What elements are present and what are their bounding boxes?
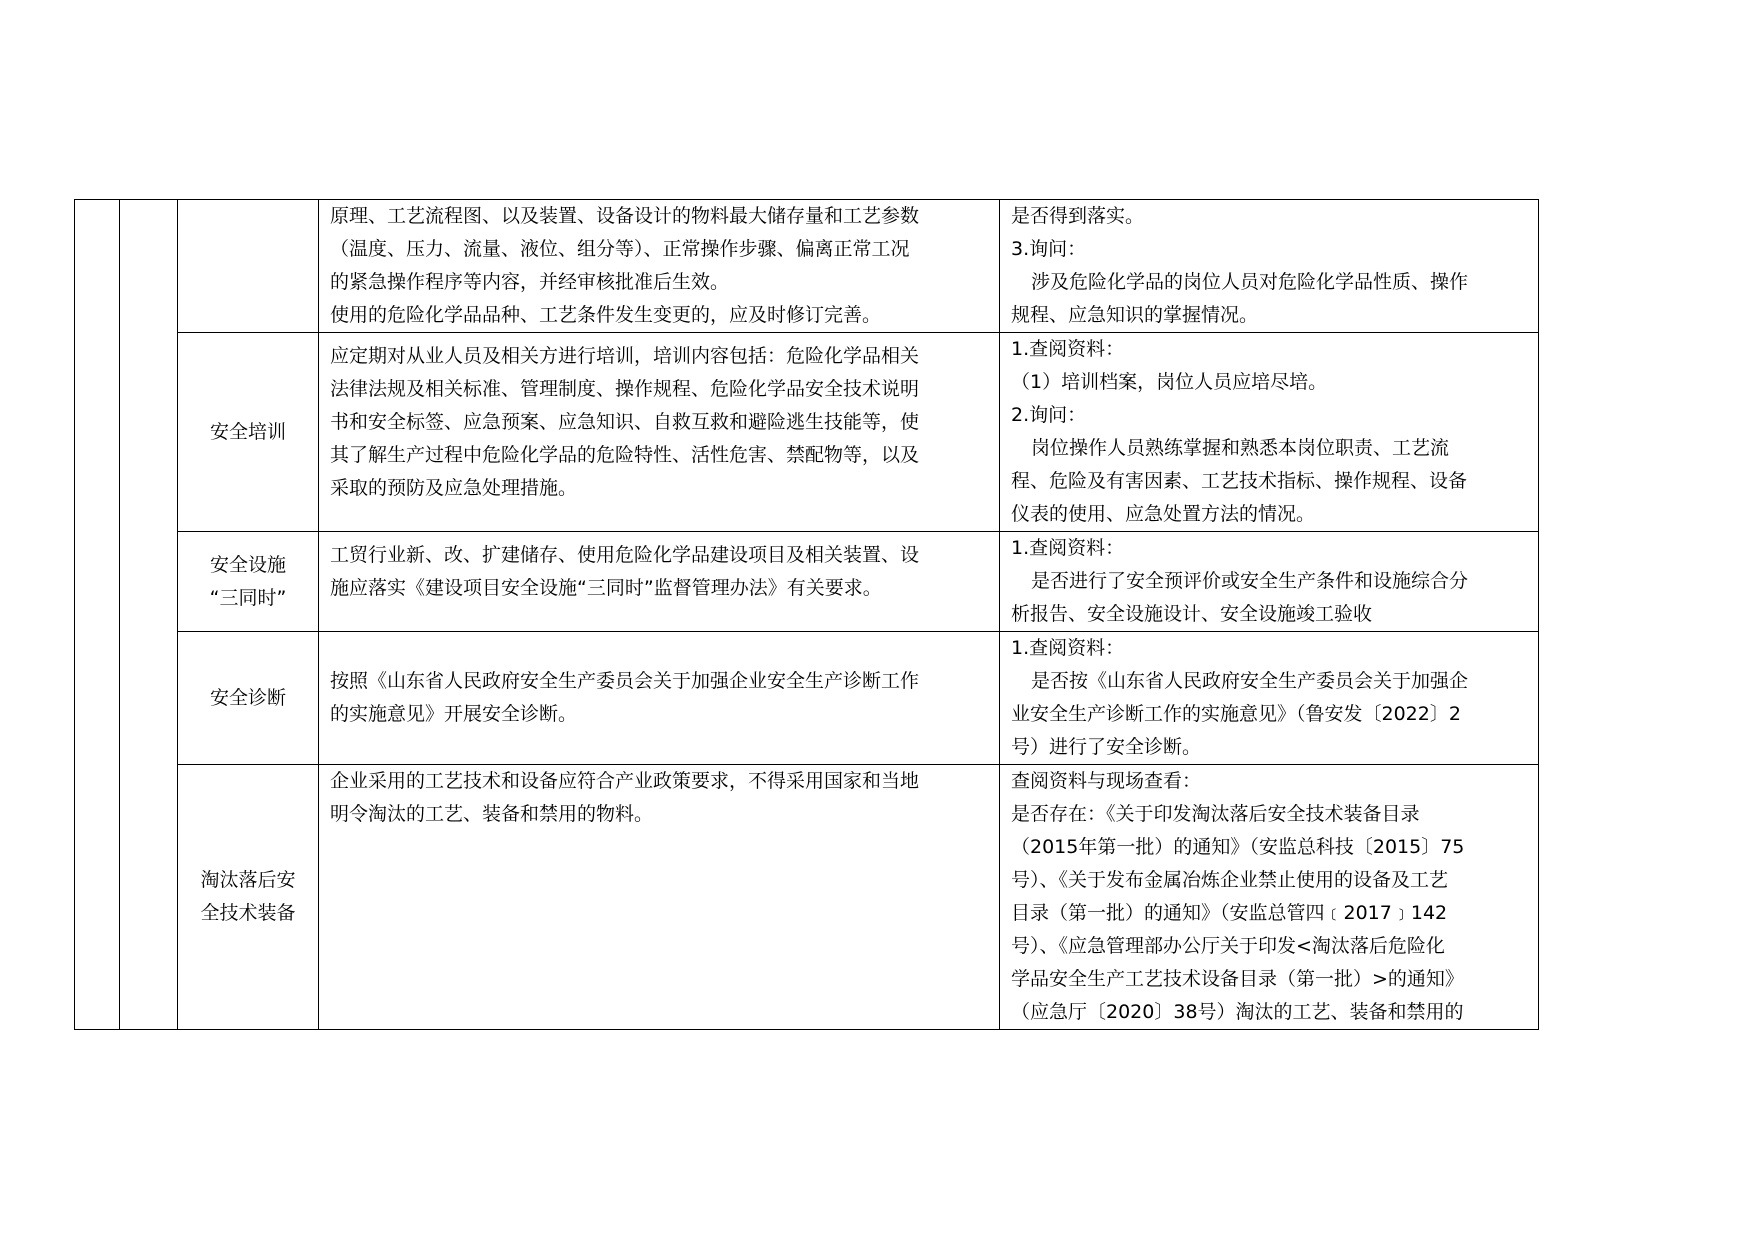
check-line: 查阅资料与现场查看： bbox=[1011, 770, 1202, 792]
check-line: 业安全生产诊断工作的实施意见》（鲁安发〔2022〕2 bbox=[1011, 703, 1461, 725]
item-label: “三同时” bbox=[209, 586, 287, 609]
item-label: 安全培训 bbox=[209, 420, 286, 443]
check-line: 3.询问： bbox=[1011, 238, 1087, 260]
check-line: 2.询问： bbox=[1011, 404, 1087, 426]
item-label: 淘汰落后安 bbox=[200, 869, 296, 891]
check-line: 号）、《关于发布金属冶炼企业禁止使用的设备及工艺 bbox=[1011, 869, 1449, 891]
table-row bbox=[75, 532, 1539, 632]
check-line: （2015年第一批）的通知》（安监总科技〔2015〕75 bbox=[1011, 836, 1465, 858]
inspection-table bbox=[74, 199, 1539, 1030]
requirement-line: 施应落实《建设项目安全设施“三同时”监督管理办法》有关要求。 bbox=[330, 577, 882, 599]
check-line: 是否得到落实。 bbox=[1011, 205, 1145, 227]
item-label: 安全诊断 bbox=[209, 686, 286, 709]
item-cell bbox=[178, 632, 319, 765]
requirement-line: 使用的危险化学品品种、工艺条件发生变更的，应及时修订完善。 bbox=[330, 304, 882, 326]
check-line: （应急厅〔2020〕38号）淘汰的工艺、装备和禁用的 bbox=[1011, 1001, 1464, 1023]
requirement-line: 法律法规及相关标准、管理制度、操作规程、危险化学品安全技术说明 bbox=[330, 378, 920, 400]
table-row bbox=[75, 200, 1539, 333]
table-row bbox=[75, 632, 1539, 765]
requirement-cell bbox=[319, 765, 1000, 1030]
check-line: 1.查阅资料： bbox=[1011, 537, 1125, 559]
check-line: 析报告、安全设施设计、安全设施竣工验收 bbox=[1011, 603, 1373, 625]
check-cell bbox=[1000, 765, 1539, 1030]
requirement-line: 应定期对从业人员及相关方进行培训，培训内容包括：危险化学品相关 bbox=[330, 345, 920, 367]
requirement-cell bbox=[319, 333, 1000, 532]
requirement-line: 的实施意见》开展安全诊断。 bbox=[330, 703, 578, 725]
index-column-cell bbox=[75, 200, 120, 1030]
check-line: 学品安全生产工艺技术设备目录（第一批）>的通知》 bbox=[1011, 968, 1464, 990]
requirement-line: 明令淘汰的工艺、装备和禁用的物料。 bbox=[330, 803, 654, 825]
check-line: （1）培训档案，岗位人员应培尽培。 bbox=[1011, 371, 1328, 393]
requirement-line: 企业采用的工艺技术和设备应符合产业政策要求，不得采用国家和当地 bbox=[330, 770, 920, 792]
check-line: 是否存在：《关于印发淘汰落后安全技术装备目录 bbox=[1011, 803, 1420, 825]
check-cell bbox=[1000, 632, 1539, 765]
check-line: 规程、应急知识的掌握情况。 bbox=[1011, 304, 1259, 326]
requirement-cell bbox=[319, 200, 1000, 333]
table-row bbox=[75, 765, 1539, 1030]
requirement-line: 按照《山东省人民政府安全生产委员会关于加强企业安全生产诊断工作 bbox=[330, 670, 920, 692]
check-line: 涉及危险化学品的岗位人员对危险化学品性质、操作 bbox=[1031, 271, 1469, 293]
requirement-line: 其了解生产过程中危险化学品的危险特性、活性危害、禁配物等，以及 bbox=[330, 444, 920, 466]
check-line: 仪表的使用、应急处置方法的情况。 bbox=[1011, 503, 1316, 525]
requirement-line: 原理、工艺流程图、以及装置、设备设计的物料最大储存量和工艺参数 bbox=[330, 205, 920, 227]
check-cell bbox=[1000, 532, 1539, 632]
item-label: 全技术装备 bbox=[200, 902, 296, 924]
item-cell bbox=[178, 765, 319, 1030]
requirement-line: 书和安全标签、应急预案、应急知识、自救互救和避险逃生技能等，使 bbox=[330, 411, 920, 433]
item-cell bbox=[178, 333, 319, 532]
check-line: 1.查阅资料： bbox=[1011, 338, 1125, 360]
requirement-line: （温度、压力、流量、液位、组分等）、正常操作步骤、偏离正常工况 bbox=[330, 238, 910, 260]
requirement-cell bbox=[319, 532, 1000, 632]
check-line: 是否按《山东省人民政府安全生产委员会关于加强企 bbox=[1031, 670, 1469, 692]
table-row bbox=[75, 333, 1539, 532]
check-line: 是否进行了安全预评价或安全生产条件和设施综合分 bbox=[1031, 570, 1469, 592]
check-cell bbox=[1000, 333, 1539, 532]
requirement-line: 工贸行业新、改、扩建储存、使用危险化学品建设项目及相关装置、设 bbox=[330, 544, 920, 566]
category-column-cell bbox=[120, 200, 178, 1030]
item-cell bbox=[178, 200, 319, 333]
requirement-cell bbox=[319, 632, 1000, 765]
requirement-line: 的紧急操作程序等内容，并经审核批准后生效。 bbox=[330, 271, 730, 293]
check-line: 号）、《应急管理部办公厅关于印发<淘汰落后危险化 bbox=[1011, 935, 1445, 957]
check-line: 目录（第一批）的通知》（安监总管四﹝2017﹞142 bbox=[1011, 902, 1448, 924]
check-cell bbox=[1000, 200, 1539, 333]
check-line: 号）进行了安全诊断。 bbox=[1011, 736, 1202, 758]
check-line: 程、危险及有害因素、工艺技术指标、操作规程、设备 bbox=[1011, 470, 1468, 492]
item-cell bbox=[178, 532, 319, 632]
check-line: 1.查阅资料： bbox=[1011, 637, 1125, 659]
item-label: 安全设施 bbox=[209, 553, 286, 576]
requirement-line: 采取的预防及应急处理措施。 bbox=[330, 477, 578, 499]
check-line: 岗位操作人员熟练掌握和熟悉本岗位职责、工艺流 bbox=[1031, 437, 1450, 459]
